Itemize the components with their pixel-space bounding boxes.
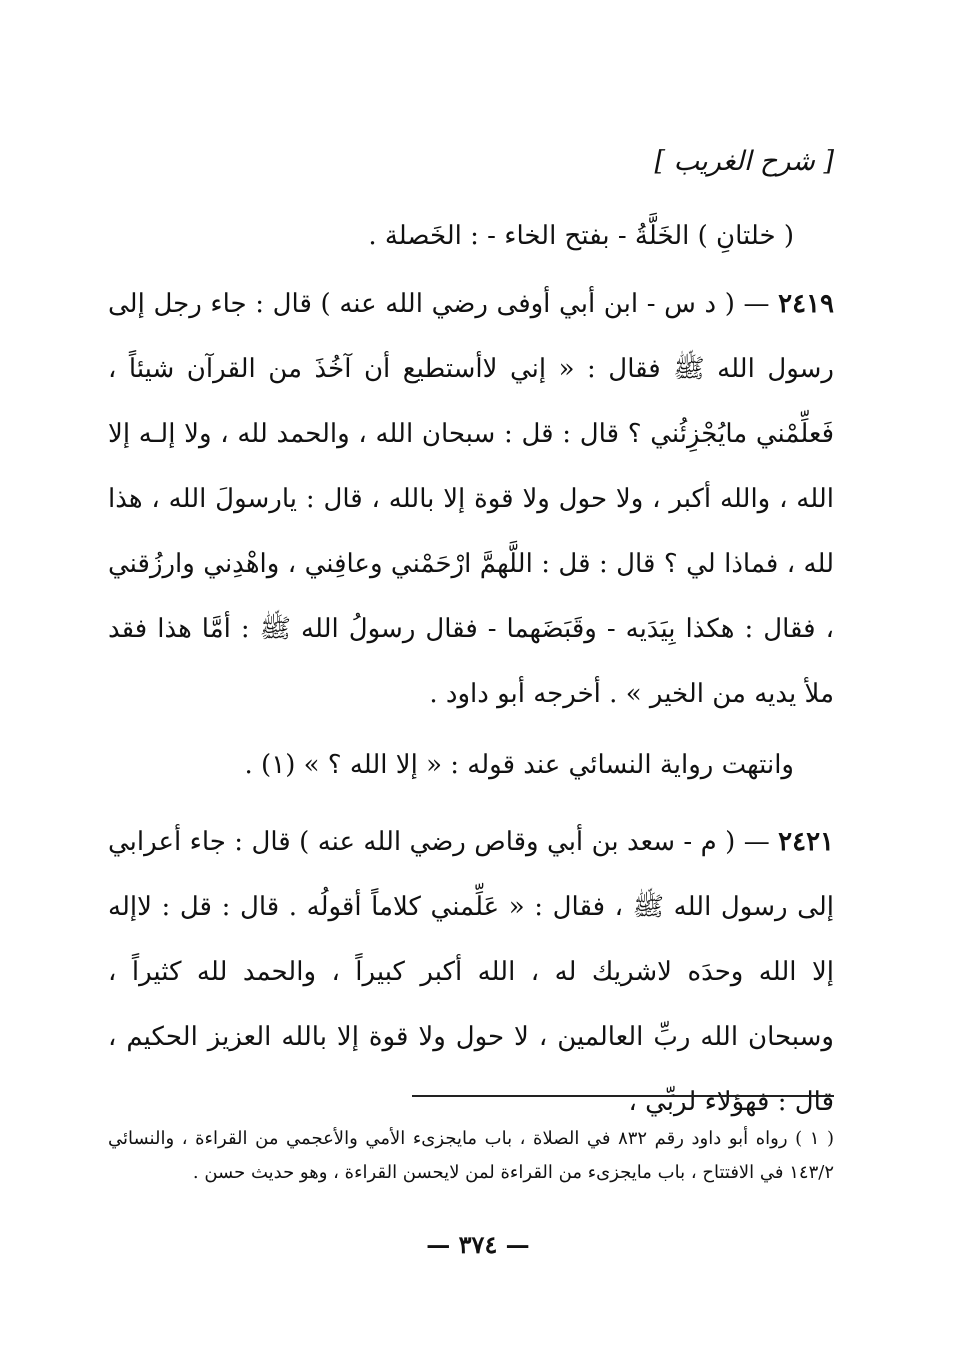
hadith-2419 (108, 272, 834, 727)
footnote-divider (412, 1095, 834, 1097)
nasai-note: وانتهت رواية النسائي عند قوله : « إلا الله ؟ » (١) . (244, 750, 794, 780)
hadith-2421 (108, 810, 834, 1135)
hadith-text: — ( د س - ابن أبي أوفى رضي الله عنه ) قال : جاء رجل إلى رسول الله ﷺ فقال : « إني لاأستطيع أن آخُذَ من القرآن شيئاً ، فَعلِّمْني مايُجْزِئُني ؟ قال : قل : سبحان الله ، والحمد لله ، ولا إلـه إلا الله ، والله أكبر ، ولا حول ولا قوة إلا بالله ، قال : يارسولَ الله ، هذا لله ، فماذا لي ؟ قال : قل : اللَّهمَّ ارْحَمْني وعافِني ، واهْدِني وارزُقني ، فقال : هكذا بِيَدَيه - وقَبَضَهما - فقال رسولُ الله ﷺ : أمَّا هذا فقد ملأ يديه من الخير » . أخرجه أبو داود . (108, 289, 835, 709)
hadith-text: — ( م - سعد بن أبي وقاص رضي الله عنه ) قال : جاء أعرابي إلى رسول الله ﷺ ، فقال : « عَلِّمني كلاماً أقولُه . قال : قل : لاإله إلا الله وحدَه لاشريك له ، الله أكبر كبيراً ، والحمد لله كثيراً ، وسبحان الله ربِّ العالمين ، لا حول ولا قوة إلا بالله العزيز الحكيم ، قال : فهؤلاء لربِّي ، (108, 827, 834, 1117)
section-heading: [ شرح الغريب ] (654, 146, 834, 177)
footnote: ( ١ ) رواه أبو داود رقم ٨٣٢ في الصلاة ، باب مايجزىء الأمي والأعجمي من القراءة ، والنسائي ١٤٣/٢ في الافتتاح ، باب مايجزىء من القراءة لمن لايحسن القراءة ، وهو حديث حسن . (108, 1128, 835, 1183)
page-number: — ٣٧٤ — (426, 1230, 530, 1259)
gloss-line: ( خلتانِ ) الخَلَّةُ - بفتح الخاء - : الخَصلة . (368, 221, 794, 251)
hadith-number: ٢٤١٩ (778, 289, 834, 319)
hadith-number: ٢٤٢١ (778, 827, 835, 857)
